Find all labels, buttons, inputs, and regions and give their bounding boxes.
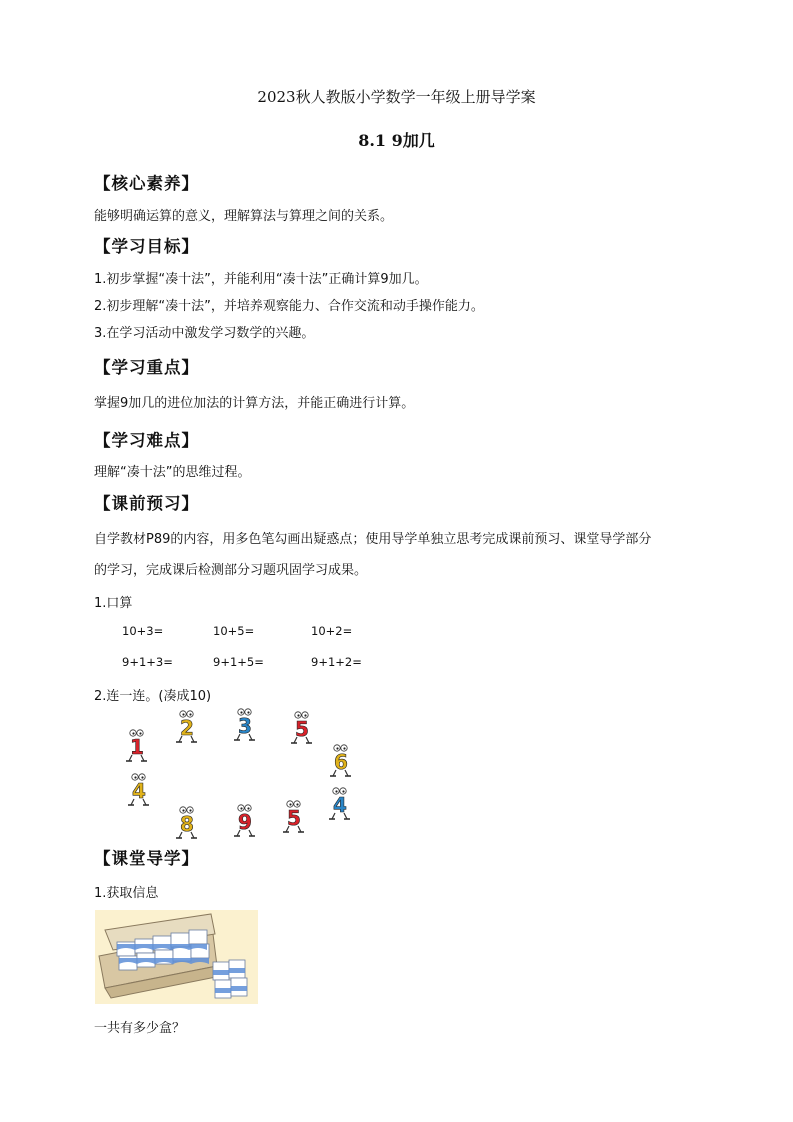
document-title: 2023秋人教版小学数学一年级上册导学案 <box>257 88 536 106</box>
preview-q1-label: 1.口算 <box>94 596 133 611</box>
section-heading-goals: 【学习目标】 <box>94 237 199 256</box>
number-character-digit: 9 <box>238 810 252 834</box>
preview-intro-line-2: 的学习，完成课后检测部分习题巩固学习成果。 <box>94 563 368 578</box>
number-character <box>279 799 309 833</box>
number-character <box>287 710 317 744</box>
calc-item: 10+2= <box>311 624 353 638</box>
number-character <box>230 803 260 837</box>
preview-intro-line-1: 自学教材P89的内容，用多色笔勾画出疑惑点；使用导学单独立思考完成课前预习、课堂导学部分 <box>94 532 652 547</box>
section-heading-difficulty: 【学习难点】 <box>94 431 199 450</box>
lesson-title: 8.1 9加几 <box>358 131 435 150</box>
number-character <box>122 728 152 762</box>
number-character-digit: 2 <box>180 716 194 740</box>
calc-item: 10+5= <box>213 624 255 638</box>
classroom-q1-label: 1.获取信息 <box>94 886 159 901</box>
difficulty-text: 理解“凑十法”的思维过程。 <box>94 465 251 480</box>
number-character <box>172 805 202 839</box>
core-text: 能够明确运算的意义，理解算法与算理之间的关系。 <box>94 209 394 224</box>
number-character-digit: 1 <box>130 735 144 759</box>
number-character-digit: 6 <box>334 750 348 774</box>
section-heading-classroom: 【课堂导学】 <box>94 849 199 868</box>
classroom-question: 一共有多少盒？ <box>94 1021 186 1036</box>
number-character <box>172 709 202 743</box>
section-heading-core: 【核心素养】 <box>94 174 199 193</box>
goal-item-3: 3.在学习活动中激发学习数学的兴趣。 <box>94 326 315 341</box>
calc-item: 9+1+3= <box>122 655 173 669</box>
number-character <box>230 707 260 741</box>
number-character-digit: 3 <box>238 714 252 738</box>
focus-text: 掌握9加几的进位加法的计算方法，并能正确进行计算。 <box>94 396 415 411</box>
preview-q2-label: 2.连一连。(凑成10) <box>94 689 212 704</box>
section-heading-focus: 【学习重点】 <box>94 358 199 377</box>
number-character-digit: 8 <box>180 812 194 836</box>
calc-item: 9+1+5= <box>213 655 264 669</box>
number-character-digit: 4 <box>333 793 347 817</box>
number-character <box>325 786 355 820</box>
section-heading-preview: 【课前预习】 <box>94 494 199 513</box>
calc-item: 10+3= <box>122 624 164 638</box>
number-character-digit: 5 <box>287 806 301 830</box>
number-character <box>326 743 356 777</box>
number-character <box>124 772 154 806</box>
number-character-digit: 5 <box>295 717 309 741</box>
number-character-digit: 4 <box>132 779 146 803</box>
milk-boxes-image <box>95 910 258 1004</box>
goal-item-1: 1.初步掌握“凑十法”，并能利用“凑十法”正确计算9加几。 <box>94 272 428 287</box>
goal-item-2: 2.初步理解“凑十法”，并培养观察能力、合作交流和动手操作能力。 <box>94 299 484 314</box>
calc-item: 9+1+2= <box>311 655 362 669</box>
